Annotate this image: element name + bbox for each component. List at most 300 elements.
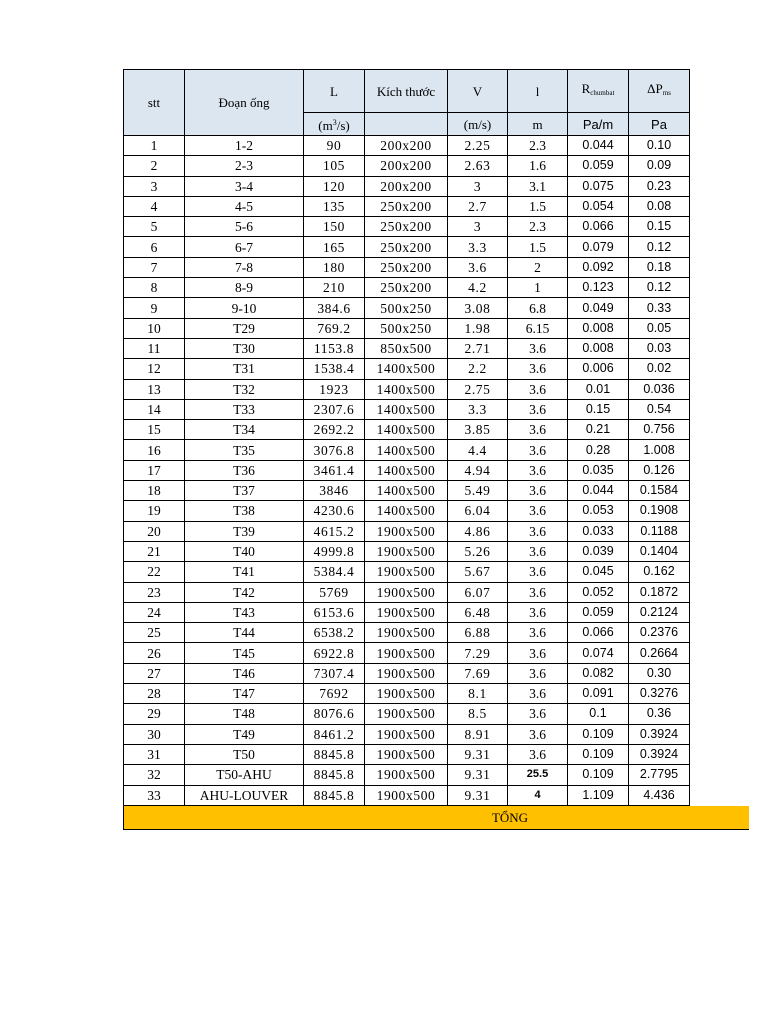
cell-flow: 8845.8 [304,765,365,785]
cell-size: 250x200 [365,237,448,257]
cell-size: 1900x500 [365,643,448,663]
cell-length: 1.5 [508,196,568,216]
table-row [124,420,690,440]
table-row [124,602,690,622]
cell-dp: 0.1908 [629,501,690,521]
cell-stt: 32 [124,765,185,785]
cell-size: 250x200 [365,196,448,216]
table-row [124,237,690,257]
cell-segment: T47 [185,684,304,704]
cell-velocity: 2.7 [448,196,508,216]
cell-stt: 28 [124,684,185,704]
table-row [124,257,690,277]
cell-size: 200x200 [365,176,448,196]
cell-segment: T43 [185,602,304,622]
cell-flow: 165 [304,237,365,257]
cell-length: 2.3 [508,217,568,237]
cell-size: 1400x500 [365,379,448,399]
cell-flow: 210 [304,278,365,298]
cell-r: 0.053 [568,501,629,521]
cell-size: 1900x500 [365,744,448,764]
cell-velocity: 3.85 [448,420,508,440]
cell-flow: 3461.4 [304,460,365,480]
cell-r: 0.059 [568,156,629,176]
table-row [124,521,690,541]
cell-segment: 1-2 [185,136,304,156]
cell-velocity: 5.67 [448,562,508,582]
header-velocity: V [448,70,508,113]
cell-velocity: 4.2 [448,278,508,298]
table-row [124,684,690,704]
cell-r: 0.091 [568,684,629,704]
cell-dp: 0.15 [629,217,690,237]
cell-length: 3.6 [508,440,568,460]
cell-length: 6.15 [508,318,568,338]
cell-segment: T35 [185,440,304,460]
cell-flow: 120 [304,176,365,196]
cell-segment: T48 [185,704,304,724]
cell-stt: 14 [124,399,185,419]
cell-dp: 0.33 [629,298,690,318]
cell-dp: 0.03 [629,338,690,358]
table-row [124,298,690,318]
cell-flow: 3076.8 [304,440,365,460]
table-row [124,562,690,582]
cell-velocity: 2.63 [448,156,508,176]
cell-segment: T42 [185,582,304,602]
cell-length: 3.6 [508,541,568,561]
header-dp-sub: ms [662,89,671,97]
cell-stt: 19 [124,501,185,521]
cell-velocity: 6.88 [448,623,508,643]
cell-flow: 769.2 [304,318,365,338]
cell-segment: T30 [185,338,304,358]
cell-size: 1400x500 [365,460,448,480]
cell-segment: 3-4 [185,176,304,196]
cell-length: 3.6 [508,582,568,602]
cell-dp: 0.30 [629,663,690,683]
cell-stt: 5 [124,217,185,237]
table-row [124,359,690,379]
cell-length: 1.6 [508,156,568,176]
cell-flow: 4230.6 [304,501,365,521]
cell-velocity: 9.31 [448,744,508,764]
cell-size: 1400x500 [365,359,448,379]
cell-length: 3.6 [508,684,568,704]
cell-r: 0.033 [568,521,629,541]
cell-r: 0.044 [568,481,629,501]
cell-flow: 6538.2 [304,623,365,643]
cell-dp: 0.126 [629,460,690,480]
table-row [124,582,690,602]
cell-size: 1400x500 [365,501,448,521]
cell-segment: 8-9 [185,278,304,298]
cell-r: 0.109 [568,724,629,744]
cell-segment: 6-7 [185,237,304,257]
cell-velocity: 3 [448,217,508,237]
cell-dp: 0.18 [629,257,690,277]
cell-flow: 135 [304,196,365,216]
cell-dp: 0.3924 [629,724,690,744]
cell-dp: 0.09 [629,156,690,176]
header-length: l [508,70,568,113]
cell-flow: 2692.2 [304,420,365,440]
cell-r: 0.21 [568,420,629,440]
cell-dp: 0.36 [629,704,690,724]
cell-dp: 4.436 [629,785,690,805]
cell-dp: 0.02 [629,359,690,379]
table-row [124,744,690,764]
cell-length: 2.3 [508,136,568,156]
cell-size: 200x200 [365,136,448,156]
table-row [124,440,690,460]
cell-flow: 150 [304,217,365,237]
cell-segment: T36 [185,460,304,480]
table-row [124,217,690,237]
cell-length: 3.6 [508,744,568,764]
header-stt: stt [124,70,185,136]
total-bar [123,806,749,830]
cell-dp: 0.3276 [629,684,690,704]
cell-dp: 0.05 [629,318,690,338]
cell-velocity: 2.2 [448,359,508,379]
cell-length: 3.6 [508,663,568,683]
cell-stt: 8 [124,278,185,298]
cell-stt: 29 [124,704,185,724]
cell-r: 0.035 [568,460,629,480]
cell-flow: 1538.4 [304,359,365,379]
cell-flow: 4999.8 [304,541,365,561]
cell-r: 0.01 [568,379,629,399]
cell-length: 3.6 [508,460,568,480]
cell-size: 1400x500 [365,399,448,419]
pressure-loss-table [123,69,690,806]
cell-stt: 22 [124,562,185,582]
table-row [124,318,690,338]
unit-velocity: (m/s) [448,113,508,136]
cell-dp: 0.1404 [629,541,690,561]
cell-velocity: 9.31 [448,785,508,805]
cell-size: 850x500 [365,338,448,358]
cell-stt: 11 [124,338,185,358]
cell-dp: 0.12 [629,278,690,298]
cell-segment: T41 [185,562,304,582]
cell-velocity: 6.48 [448,602,508,622]
header-row [124,70,690,113]
cell-flow: 7307.4 [304,663,365,683]
cell-r: 0.123 [568,278,629,298]
cell-velocity: 3 [448,176,508,196]
header-r-main: R [581,81,591,96]
header-dp-main: ΔP [647,81,663,96]
cell-length: 3.6 [508,359,568,379]
cell-flow: 3846 [304,481,365,501]
cell-dp: 0.1188 [629,521,690,541]
table-row [124,501,690,521]
unit-flow-end: /s) [336,118,350,133]
cell-size: 1900x500 [365,663,448,683]
cell-size: 1900x500 [365,562,448,582]
cell-size: 200x200 [365,156,448,176]
cell-stt: 10 [124,318,185,338]
cell-r: 0.1 [568,704,629,724]
cell-dp: 0.162 [629,562,690,582]
cell-stt: 6 [124,237,185,257]
cell-segment: T32 [185,379,304,399]
cell-velocity: 6.04 [448,501,508,521]
cell-size: 1400x500 [365,481,448,501]
cell-stt: 17 [124,460,185,480]
cell-flow: 8076.6 [304,704,365,724]
cell-velocity: 8.5 [448,704,508,724]
cell-length: 3.6 [508,338,568,358]
cell-segment: T33 [185,399,304,419]
cell-velocity: 8.1 [448,684,508,704]
cell-stt: 2 [124,156,185,176]
cell-length: 6.8 [508,298,568,318]
cell-size: 1900x500 [365,785,448,805]
cell-segment: 4-5 [185,196,304,216]
cell-length: 3.6 [508,602,568,622]
cell-segment: 9-10 [185,298,304,318]
header-flow: L [304,70,365,113]
cell-velocity: 6.07 [448,582,508,602]
cell-stt: 3 [124,176,185,196]
cell-r: 1.109 [568,785,629,805]
cell-length: 3.6 [508,623,568,643]
cell-segment: 2-3 [185,156,304,176]
cell-dp: 0.08 [629,196,690,216]
cell-segment: T39 [185,521,304,541]
cell-velocity: 4.94 [448,460,508,480]
cell-flow: 2307.6 [304,399,365,419]
cell-r: 0.039 [568,541,629,561]
cell-velocity: 3.6 [448,257,508,277]
cell-segment: T46 [185,663,304,683]
table-row [124,379,690,399]
cell-size: 1900x500 [365,724,448,744]
cell-velocity: 4.4 [448,440,508,460]
cell-dp: 0.54 [629,399,690,419]
table-row [124,196,690,216]
cell-velocity: 2.25 [448,136,508,156]
unit-flow [304,113,365,136]
cell-segment: AHU-LOUVER [185,785,304,805]
table-row [124,278,690,298]
cell-r: 0.045 [568,562,629,582]
cell-stt: 13 [124,379,185,399]
cell-stt: 12 [124,359,185,379]
cell-r: 0.008 [568,318,629,338]
cell-flow: 384.6 [304,298,365,318]
cell-flow: 5769 [304,582,365,602]
cell-segment: T49 [185,724,304,744]
cell-dp: 2.7795 [629,765,690,785]
cell-r: 0.054 [568,196,629,216]
cell-size: 1900x500 [365,602,448,622]
header-r-sub: chumbat [590,89,615,97]
total-label: TỔNG [491,809,529,825]
cell-r: 0.008 [568,338,629,358]
cell-size: 1900x500 [365,623,448,643]
cell-length: 4 [508,785,568,805]
cell-stt: 30 [124,724,185,744]
cell-velocity: 5.49 [448,481,508,501]
cell-r: 0.28 [568,440,629,460]
cell-flow: 6922.8 [304,643,365,663]
cell-flow: 180 [304,257,365,277]
cell-flow: 105 [304,156,365,176]
cell-dp: 0.2376 [629,623,690,643]
cell-stt: 4 [124,196,185,216]
table-row [124,136,690,156]
cell-velocity: 7.69 [448,663,508,683]
cell-velocity: 3.08 [448,298,508,318]
cell-length: 3.6 [508,379,568,399]
unit-dp: Pa [629,113,690,136]
table-body [124,136,690,806]
cell-r: 0.066 [568,623,629,643]
cell-r: 0.15 [568,399,629,419]
cell-velocity: 9.31 [448,765,508,785]
table-row [124,765,690,785]
cell-stt: 1 [124,136,185,156]
cell-segment: 5-6 [185,217,304,237]
cell-stt: 20 [124,521,185,541]
cell-length: 3.6 [508,562,568,582]
cell-stt: 18 [124,481,185,501]
cell-size: 1900x500 [365,704,448,724]
cell-length: 3.6 [508,481,568,501]
table-row [124,724,690,744]
cell-flow: 1153.8 [304,338,365,358]
cell-length: 3.6 [508,501,568,521]
cell-dp: 0.1584 [629,481,690,501]
cell-stt: 16 [124,440,185,460]
table-row [124,541,690,561]
cell-length: 3.6 [508,521,568,541]
cell-velocity: 8.91 [448,724,508,744]
cell-flow: 5384.4 [304,562,365,582]
cell-flow: 4615.2 [304,521,365,541]
cell-length: 3.6 [508,420,568,440]
cell-size: 250x200 [365,278,448,298]
table-row [124,785,690,805]
cell-r: 0.109 [568,765,629,785]
cell-velocity: 2.75 [448,379,508,399]
cell-dp: 1.008 [629,440,690,460]
cell-flow: 8845.8 [304,744,365,764]
cell-stt: 26 [124,643,185,663]
unit-size [365,113,448,136]
cell-velocity: 5.26 [448,541,508,561]
cell-stt: 24 [124,602,185,622]
cell-flow: 8845.8 [304,785,365,805]
cell-velocity: 4.86 [448,521,508,541]
cell-dp: 0.23 [629,176,690,196]
cell-r: 0.044 [568,136,629,156]
cell-length: 3.6 [508,704,568,724]
cell-length: 25.5 [508,765,568,785]
cell-segment: T34 [185,420,304,440]
header-size: Kích thước [365,70,448,113]
cell-r: 0.082 [568,663,629,683]
cell-segment: 7-8 [185,257,304,277]
cell-stt: 7 [124,257,185,277]
cell-stt: 23 [124,582,185,602]
cell-size: 1900x500 [365,765,448,785]
cell-flow: 7692 [304,684,365,704]
cell-size: 1900x500 [365,521,448,541]
unit-flow-sup: 3 [332,118,337,127]
cell-size: 1900x500 [365,684,448,704]
cell-length: 3.6 [508,724,568,744]
cell-segment: T45 [185,643,304,663]
cell-size: 1900x500 [365,582,448,602]
cell-flow: 1923 [304,379,365,399]
cell-length: 2 [508,257,568,277]
cell-size: 250x200 [365,257,448,277]
cell-segment: T37 [185,481,304,501]
cell-velocity: 2.71 [448,338,508,358]
cell-r: 0.079 [568,237,629,257]
cell-segment: T50-AHU [185,765,304,785]
cell-dp: 0.036 [629,379,690,399]
cell-stt: 33 [124,785,185,805]
cell-r: 0.006 [568,359,629,379]
cell-velocity: 7.29 [448,643,508,663]
cell-segment: T50 [185,744,304,764]
cell-r: 0.052 [568,582,629,602]
cell-size: 500x250 [365,298,448,318]
cell-r: 0.075 [568,176,629,196]
cell-stt: 27 [124,663,185,683]
table-row [124,623,690,643]
cell-stt: 21 [124,541,185,561]
cell-r: 0.109 [568,744,629,764]
cell-dp: 0.12 [629,237,690,257]
cell-length: 1 [508,278,568,298]
cell-length: 3.1 [508,176,568,196]
cell-r: 0.074 [568,643,629,663]
header-dp [629,70,690,113]
cell-stt: 25 [124,623,185,643]
cell-velocity: 1.98 [448,318,508,338]
header-segment: Đoạn ống [185,70,304,136]
cell-flow: 6153.6 [304,602,365,622]
cell-flow: 90 [304,136,365,156]
cell-r: 0.049 [568,298,629,318]
cell-size: 1900x500 [365,541,448,561]
cell-segment: T31 [185,359,304,379]
table-row [124,176,690,196]
unit-flow-main: (m [318,118,333,133]
table-row [124,399,690,419]
table-row [124,338,690,358]
cell-dp: 0.756 [629,420,690,440]
cell-segment: T44 [185,623,304,643]
cell-dp: 0.10 [629,136,690,156]
cell-flow: 8461.2 [304,724,365,744]
cell-stt: 15 [124,420,185,440]
table-row [124,156,690,176]
total-left-border [123,806,124,830]
cell-dp: 0.2124 [629,602,690,622]
table-row [124,460,690,480]
cell-segment: T29 [185,318,304,338]
cell-length: 3.6 [508,643,568,663]
table-row [124,481,690,501]
